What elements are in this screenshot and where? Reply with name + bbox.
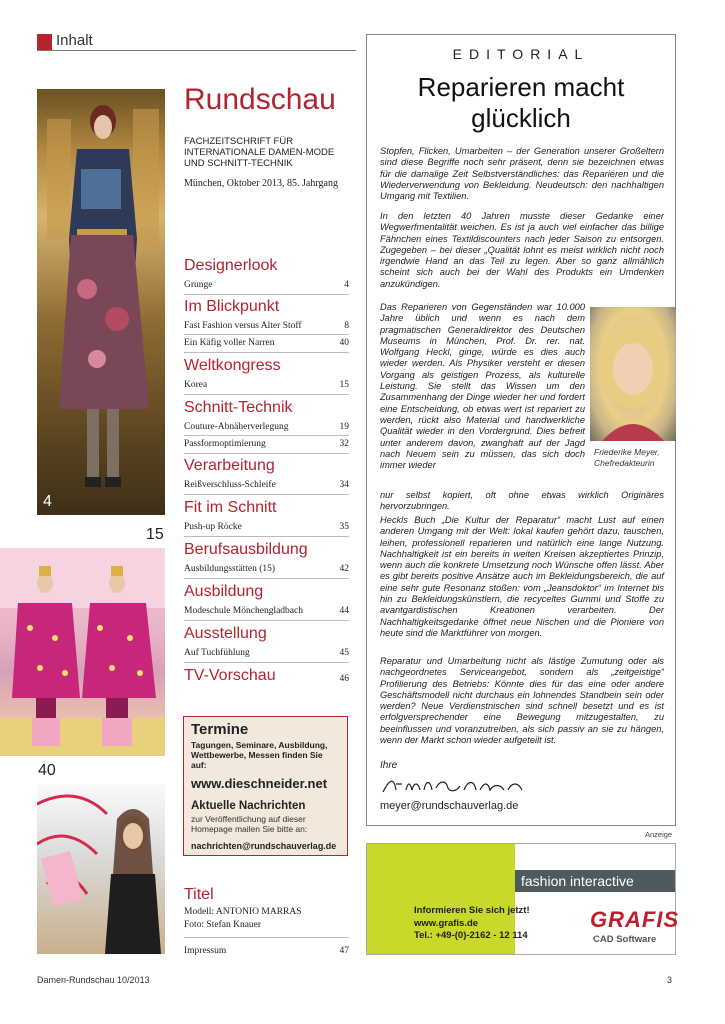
toc-entry-page: 15	[339, 380, 349, 390]
editor-signature	[380, 774, 540, 798]
toc-entry[interactable]	[184, 438, 349, 450]
toc-entry[interactable]	[184, 521, 349, 533]
toc-entry[interactable]	[184, 673, 349, 685]
editorial-paragraph: nur selbst kopiert, oft ohne etwas wirklich Originäres hervorzubringen.	[380, 490, 664, 512]
installation-illustration	[37, 784, 165, 954]
section-marker	[37, 34, 52, 50]
header-rule	[37, 50, 356, 51]
toc-heading: Designerlook	[184, 257, 278, 274]
photo-page-number: 4	[43, 493, 52, 510]
runway-model-illustration	[37, 89, 165, 515]
toc-entry-label: Auf Tuchfühlung	[184, 648, 250, 658]
toc-entry-page: 34	[339, 480, 349, 490]
toc-divider	[184, 578, 349, 579]
footer-publication: Damen-Rundschau 10/2013	[37, 975, 150, 985]
events-subtitle: Tagungen, Seminare, Ausbildung, Wettbewerbe, Messen finden Sie auf:	[191, 740, 328, 770]
toc-entry-impressum[interactable]	[184, 945, 349, 957]
photo-cage-installation	[37, 784, 165, 954]
ad-label: Anzeige	[645, 830, 673, 839]
toc-entry[interactable]	[184, 379, 349, 391]
photo-page-number: 40	[38, 762, 56, 779]
events-url-link[interactable]: www.dieschneider.net	[191, 776, 328, 791]
toc-entry-page: 8	[344, 321, 349, 331]
toc-entry-page: 42	[339, 564, 349, 574]
portrait-caption	[594, 447, 660, 469]
ad-logo: GRAFIS	[590, 907, 680, 932]
toc-divider	[184, 494, 349, 495]
toc-entry-label: Couture-Abnäherverlegung	[184, 422, 289, 432]
toc-heading: TV-Vorschau	[184, 667, 276, 684]
editor-email-link[interactable]: meyer@rundschauverlag.de	[380, 800, 519, 812]
portrait-illustration	[590, 307, 676, 441]
issue-dateline: München, Oktober 2013, 85. Jahrgang	[184, 178, 338, 189]
editorial-paragraph: Heckls Buch „Die Kultur der Reparatur“ macht Lust auf einen anderen Umgang mit der Welt: lokal kaufen gehört dazu, tauschen, leihen, professionell reparieren und natürlich eine lange Nutzung. Nachhaltigkeit ist ein bereits in weiten Kreisen akzeptiertes Prinzip, wenn auch die konkrete Umsetzung noch Wünsche offen lässt. Aber es gibt bereits positive Ansätze auch im Bekleidungsbereich, die auf eine sehr gute Resonanz stoßen: vom „Jeansdoktor“ im Internet bis hin zu Bekleidungskünstlern, die recyceltes Gummi und Stoffe zu avantgardistischen Kreationen verarbeiten. Der Nachhaltigkeitsgedanke öffnet neue Nischen und die Pioniere von heute sind die Marktführer von morgen.	[380, 515, 664, 638]
editor-portrait	[590, 307, 676, 441]
toc-entry[interactable]	[184, 421, 349, 433]
toc-entry-page: 35	[339, 522, 349, 532]
toc-heading: Verarbeitung	[184, 457, 275, 474]
toc-entry-label: Push-up Röcke	[184, 522, 242, 532]
editorial-title: Reparieren macht glücklich	[417, 72, 625, 133]
toc-divider	[184, 352, 349, 353]
toc-entry[interactable]	[184, 479, 349, 491]
ad-logo-subtitle: CAD Software	[593, 934, 657, 945]
ad-url-link[interactable]: www.grafis.de	[414, 917, 479, 929]
caption-name: Friederike Meyer,	[594, 447, 660, 457]
toc-divider	[184, 662, 349, 663]
toc-entry[interactable]	[184, 563, 349, 575]
toc-entry-label: Impressum	[184, 946, 227, 956]
toc-entry[interactable]	[184, 605, 349, 617]
toc-entry[interactable]	[184, 337, 349, 349]
news-email-link[interactable]: nachrichten@rundschauverlag.de	[191, 841, 337, 851]
toc-heading: Berufsausbildung	[184, 541, 308, 558]
toc-entry-page: 32	[339, 439, 349, 449]
ad-phone: Tel.: +49-(0)-2162 - 12 114	[414, 930, 528, 941]
editorial-paragraph: Stopfen, Flicken, Umarbeiten – der Generation unserer Großeltern sind diese Begriffe noch sehr präsent, denn sie bezeichnen etwas für die damalige Zeit Selbstverständliches: das Reparieren und die Wiederverwendung von Bekleidung. Neudeutsch: den nachhaltigen Umgang mit Textilien.	[380, 146, 664, 202]
toc-divider	[184, 334, 349, 335]
toc-divider	[184, 453, 349, 454]
costumes-illustration	[0, 548, 165, 756]
toc-heading: Ausbildung	[184, 583, 264, 600]
photo-korea-costumes	[0, 548, 165, 756]
toc-heading: Fit im Schnitt	[184, 499, 277, 516]
editorial-kicker: EDITORIAL	[452, 46, 590, 62]
toc-divider	[184, 394, 349, 395]
ad-line: Informieren Sie sich jetzt!	[414, 905, 530, 916]
toc-entry-label: Ein Käfig voller Narren	[184, 338, 275, 348]
toc-heading: Schnitt-Technik	[184, 399, 293, 416]
editorial-closing: Ihre	[380, 760, 398, 771]
toc-entry-label: Ausbildungsstätten (15)	[184, 564, 276, 574]
toc-divider	[184, 620, 349, 621]
toc-entry-page: 19	[339, 422, 349, 432]
toc-entry-label: Fast Fashion versus Alter Stoff	[184, 321, 302, 331]
toc-entry-page: 44	[339, 606, 349, 616]
cover-credits-heading: Titel	[184, 886, 214, 903]
toc-entry[interactable]	[184, 647, 349, 659]
toc-entry-page: 45	[339, 648, 349, 658]
caption-role: Chefredakteurin	[594, 458, 655, 468]
toc-entry-page: 40	[339, 338, 349, 348]
events-title: Termine	[191, 721, 249, 738]
editorial-paragraph: Das Reparieren von Gegenständen war 10.000 Jahre üblich und wenn es nach dem pragmatischen Generaldirektor des Deutschen Museums in München, Prof. Dr. rer. nat. Wolfgang Heckl, ginge, würde es dies auch wieder werden. Als Physiker versteht er diesen Vorgang als geistigen Prozess, als kulturelle Leistung. Sie stellt das Wissen um den Zusammenhang der Dinge wieder her und fordert eine Entscheidung, ob etwas wert ist repariert zu werden, rückt also Material und handwerkliche Qualität wieder in den Vordergrund. Dies befreit unter anderem davon, zwanghaft auf der Jagd nach Neuem sein zu müssen, das sich doch immer wieder	[380, 302, 585, 471]
ad-contact	[414, 905, 530, 943]
toc-entry[interactable]	[184, 279, 349, 291]
cover-photo-runway	[37, 89, 165, 515]
footer-page-number: 3	[667, 975, 673, 985]
ad-banner: fashion interactive	[515, 870, 675, 892]
editorial-paragraph: In den letzten 40 Jahren musste dieser Gedanke einer Wegwerfmentalität weichen. Es ist ja auch viel einfacher das billige Fähnchen eines Textildiscounters nach jeder Saison zu entsorgen. Zugegeben – bei dieser „Qualität lohnt es meist wirklich nicht noch irgendwie Hand an das Teil zu legen. Aber so ganz allmählich scheint sich auch bei der Wahl des Produkts ein Umdenken anzukündigen.	[380, 211, 664, 289]
cover-photo-credit: Foto: Stefan Knauer	[184, 920, 262, 930]
cover-model-credit: Modell: ANTONIO MARRAS	[184, 907, 302, 917]
magazine-tagline: FACHZEITSCHRIFT FÜR INTERNATIONALE DAMEN-MODE UND SCHNITT-TECHNIK	[184, 136, 335, 169]
events-box	[183, 716, 348, 856]
editorial-paragraph: Reparatur und Umarbeitung nicht als lästige Zumutung oder als nachgeordnetes Serviceangebot, sondern als „zeitgeistige“ Profilierung des Betriebs: Könnte dies für das eine oder andere Geschäftsmodell nicht durchaus ein lohnendes Standbein sein oder werden? Neue Verdienstnischen sind schnell besetzt und es ist erfolgversprechender eine Bewegung mitzugestalten, zu beeinflussen und voranzutreiben, als sich passiv an sie zu hängen, wenn der Markt schon wieder aufgeteilt ist.	[380, 656, 664, 746]
toc-entry-label: Passformoptimierung	[184, 439, 266, 449]
toc-divider	[184, 435, 349, 436]
toc-entry-page: 46	[339, 674, 349, 684]
toc-entry-label: Grunge	[184, 280, 213, 290]
toc-entry[interactable]	[184, 320, 349, 332]
toc-entry-page: 4	[344, 280, 349, 290]
toc-divider	[184, 294, 349, 295]
toc-heading: Ausstellung	[184, 625, 267, 642]
toc-heading: Weltkongress	[184, 357, 281, 374]
toc-entry-label: Korea	[184, 380, 208, 390]
toc-divider	[184, 937, 349, 938]
toc-heading: Im Blickpunkt	[184, 298, 280, 315]
news-text: zur Veröffentlichung auf dieser Homepage mailen Sie bitte an:	[191, 814, 308, 834]
magazine-masthead: Rundschau	[184, 83, 336, 116]
section-label: Inhalt	[56, 32, 93, 49]
toc-entry-label: Reißverschluss-Schleife	[184, 480, 276, 490]
toc-entry-label: Modeschule Mönchengladbach	[184, 606, 303, 616]
toc-entry-page: 47	[339, 946, 349, 956]
news-title: Aktuelle Nachrichten	[191, 800, 306, 812]
toc-divider	[184, 536, 349, 537]
photo-page-number: 15	[146, 526, 164, 543]
